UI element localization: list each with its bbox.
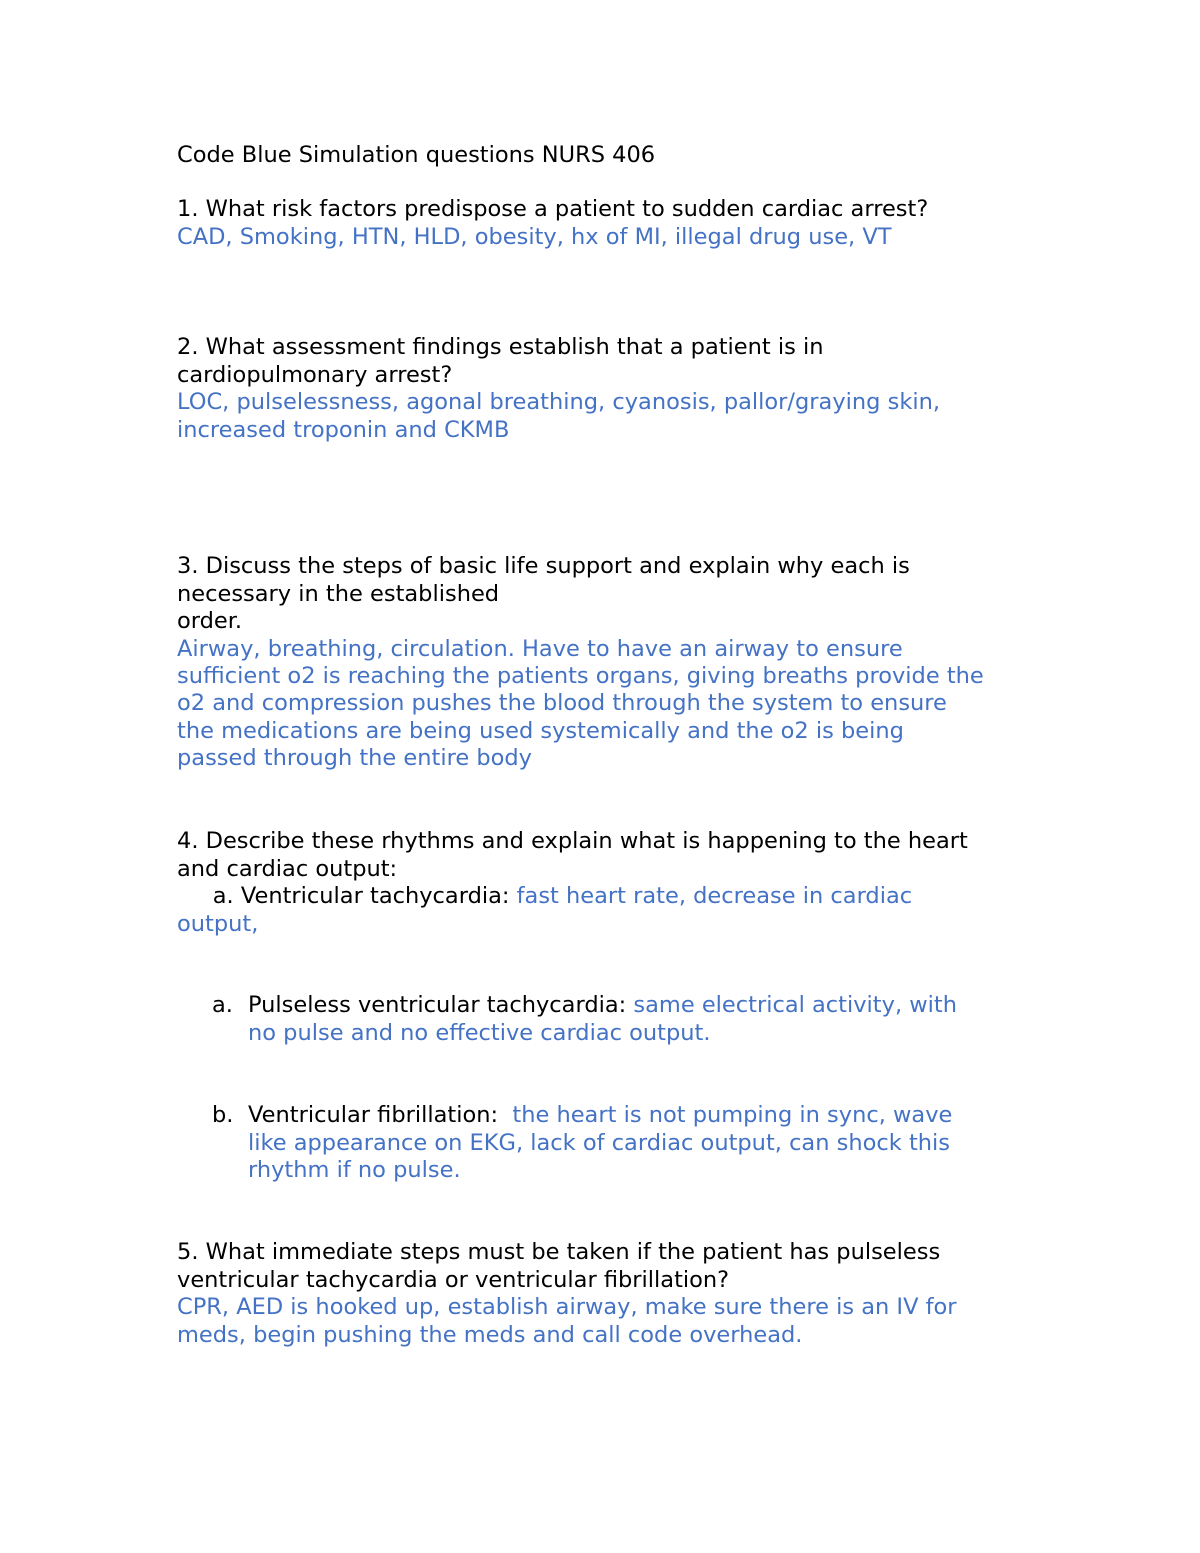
question-5-line-1: 5. What immediate steps must be taken if the patient has pulseless xyxy=(177,1239,941,1265)
answer-3-line-2: sufficient o2 is reaching the patients organs, giving breaths provide the xyxy=(177,663,984,689)
document-title: Code Blue Simulation questions NURS 406 xyxy=(177,142,656,168)
rhythm-pulseless-vt xyxy=(248,992,957,1020)
rhythm-vf-answer-cont-2: rhythm if no pulse. xyxy=(248,1157,461,1183)
answer-3-line-1: Airway, breathing, circulation. Have to have an airway to ensure xyxy=(177,636,903,662)
question-2-line-2: cardiopulmonary arrest? xyxy=(177,362,453,388)
rhythm-pulseless-vt-answer-cont: no pulse and no effective cardiac output. xyxy=(248,1020,711,1046)
answer-3-line-5: passed through the entire body xyxy=(177,745,533,771)
rhythm-vf-answer: the heart is not pumping in sync, wave xyxy=(512,1102,953,1128)
answer-2-line-1: LOC, pulselessness, agonal breathing, cyanosis, pallor/graying skin, xyxy=(177,389,941,415)
rhythm-vt-answer-cont: output, xyxy=(177,911,259,937)
question-3-line-2: necessary in the established xyxy=(177,581,500,607)
answer-5-line-1: CPR, AED is hooked up, establish airway, make sure there is an IV for xyxy=(177,1294,957,1320)
rhythm-vf xyxy=(248,1102,952,1130)
question-3-line-3: order. xyxy=(177,608,243,634)
question-4-line-1: 4. Describe these rhythms and explain what is happening to the heart xyxy=(177,828,968,854)
rhythm-vf-answer-cont-1: like appearance on EKG, lack of cardiac output, can shock this xyxy=(248,1130,950,1156)
question-1: 1. What risk factors predispose a patient to sudden cardiac arrest? xyxy=(177,196,929,222)
question-5-line-2: ventricular tachycardia or ventricular fibrillation? xyxy=(177,1267,730,1293)
rhythm-pulseless-vt-answer: same electrical activity, with xyxy=(633,992,957,1018)
rhythm-vt-label: a. Ventricular tachycardia: xyxy=(177,883,517,909)
rhythm-vt-answer: fast heart rate, decrease in cardiac xyxy=(516,883,913,909)
rhythm-vt xyxy=(177,883,912,911)
rhythm-pulseless-vt-label: Pulseless ventricular tachycardia: xyxy=(248,992,634,1018)
answer-1: CAD, Smoking, HTN, HLD, obesity, hx of MI, illegal drug use, VT xyxy=(177,224,892,250)
rhythm-vf-label: Ventricular fibrillation: xyxy=(248,1102,513,1128)
rhythm-vf-marker: b. xyxy=(212,1102,234,1128)
question-2-line-1: 2. What assessment findings establish that a patient is in xyxy=(177,334,824,360)
question-4-line-2: and cardiac output: xyxy=(177,856,398,882)
answer-3-line-3: o2 and compression pushes the blood through the system to ensure xyxy=(177,690,947,716)
rhythm-pulseless-vt-marker: a. xyxy=(212,992,233,1018)
answer-2-line-2: increased troponin and CKMB xyxy=(177,417,510,443)
question-3-line-1: 3. Discuss the steps of basic life support and explain why each is xyxy=(177,553,910,579)
answer-5-line-2: meds, begin pushing the meds and call code overhead. xyxy=(177,1322,803,1348)
answer-3-line-4: the medications are being used systemically and the o2 is being xyxy=(177,718,904,744)
